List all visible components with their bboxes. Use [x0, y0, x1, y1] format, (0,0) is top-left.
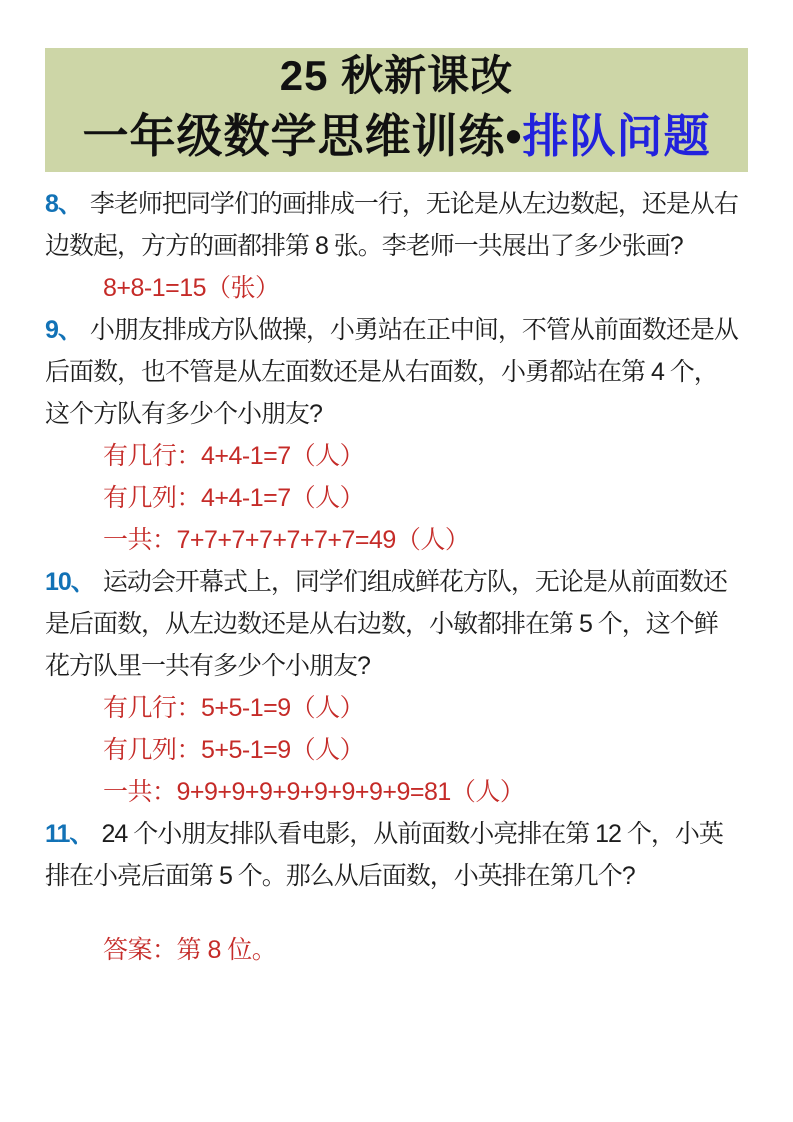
- question-line: 边数起，方方的画都排第 8 张。李老师一共展出了多少张画?: [45, 232, 683, 260]
- title-line-1: 25 秋新课改: [279, 52, 514, 99]
- answer-line-cols: 有几列：4+4-1=7（人）: [103, 484, 365, 512]
- answer-line-cols: 有几列：5+5-1=9（人）: [103, 736, 365, 764]
- problems-list: [45, 183, 748, 971]
- problem-number: 10、: [45, 568, 95, 596]
- problem-number: 8、: [45, 190, 82, 218]
- problem-10: [45, 561, 748, 813]
- question-line: [45, 183, 748, 225]
- title-line-2-main: 一年级数学思维训练•: [82, 110, 523, 162]
- title-banner: [45, 48, 748, 172]
- title-line-2-highlight: 排队问题: [522, 110, 711, 162]
- problem-11: [45, 813, 748, 971]
- question-line: 排在小亮后面第 5 个。那么从后面数，小英排在第几个?: [45, 862, 635, 890]
- answer-line-rows: 有几行：5+5-1=9（人）: [103, 694, 365, 722]
- problem-number: 9、: [45, 316, 82, 344]
- answer-line-rows: 有几行：4+4-1=7（人）: [103, 442, 365, 470]
- question-line: 后面数，也不管是从左面数还是从右面数，小勇都站在第 4 个，: [45, 358, 718, 386]
- question-text: 小朋友排成方队做操，小勇站在正中间，不管从前面数还是从: [89, 316, 738, 344]
- answer-line-total: 一共：7+7+7+7+7+7+7=49（人）: [103, 526, 470, 554]
- question-line: [45, 813, 748, 855]
- question-line: 这个方队有多少个小朋友?: [45, 400, 322, 428]
- answer-line-total: 一共：9+9+9+9+9+9+9+9+9=81（人）: [103, 778, 525, 806]
- question-line: 是后面数，从左边数还是从右边数，小敏都排在第 5 个，这个鲜: [45, 610, 718, 638]
- answer-line: 8+8-1=15（张）: [103, 274, 280, 302]
- problem-8: [45, 183, 748, 309]
- question-text: 24 个小朋友排队看电影，从前面数小亮排在第 12 个，小英: [101, 820, 723, 848]
- title-line-2: [45, 104, 748, 168]
- problem-9: [45, 309, 748, 561]
- question-line: [45, 561, 748, 603]
- final-answer-line: 答案：第 8 位。: [103, 936, 277, 964]
- question-text: 运动会开幕式上，同学们组成鲜花方队，无论是从前面数还: [102, 568, 727, 596]
- problem-number: 11、: [45, 820, 94, 848]
- question-line: [45, 309, 748, 351]
- question-text: 李老师把同学们的画排成一行，无论是从左边数起，还是从右: [89, 190, 738, 218]
- question-line: 花方队里一共有多少个小朋友?: [45, 652, 370, 680]
